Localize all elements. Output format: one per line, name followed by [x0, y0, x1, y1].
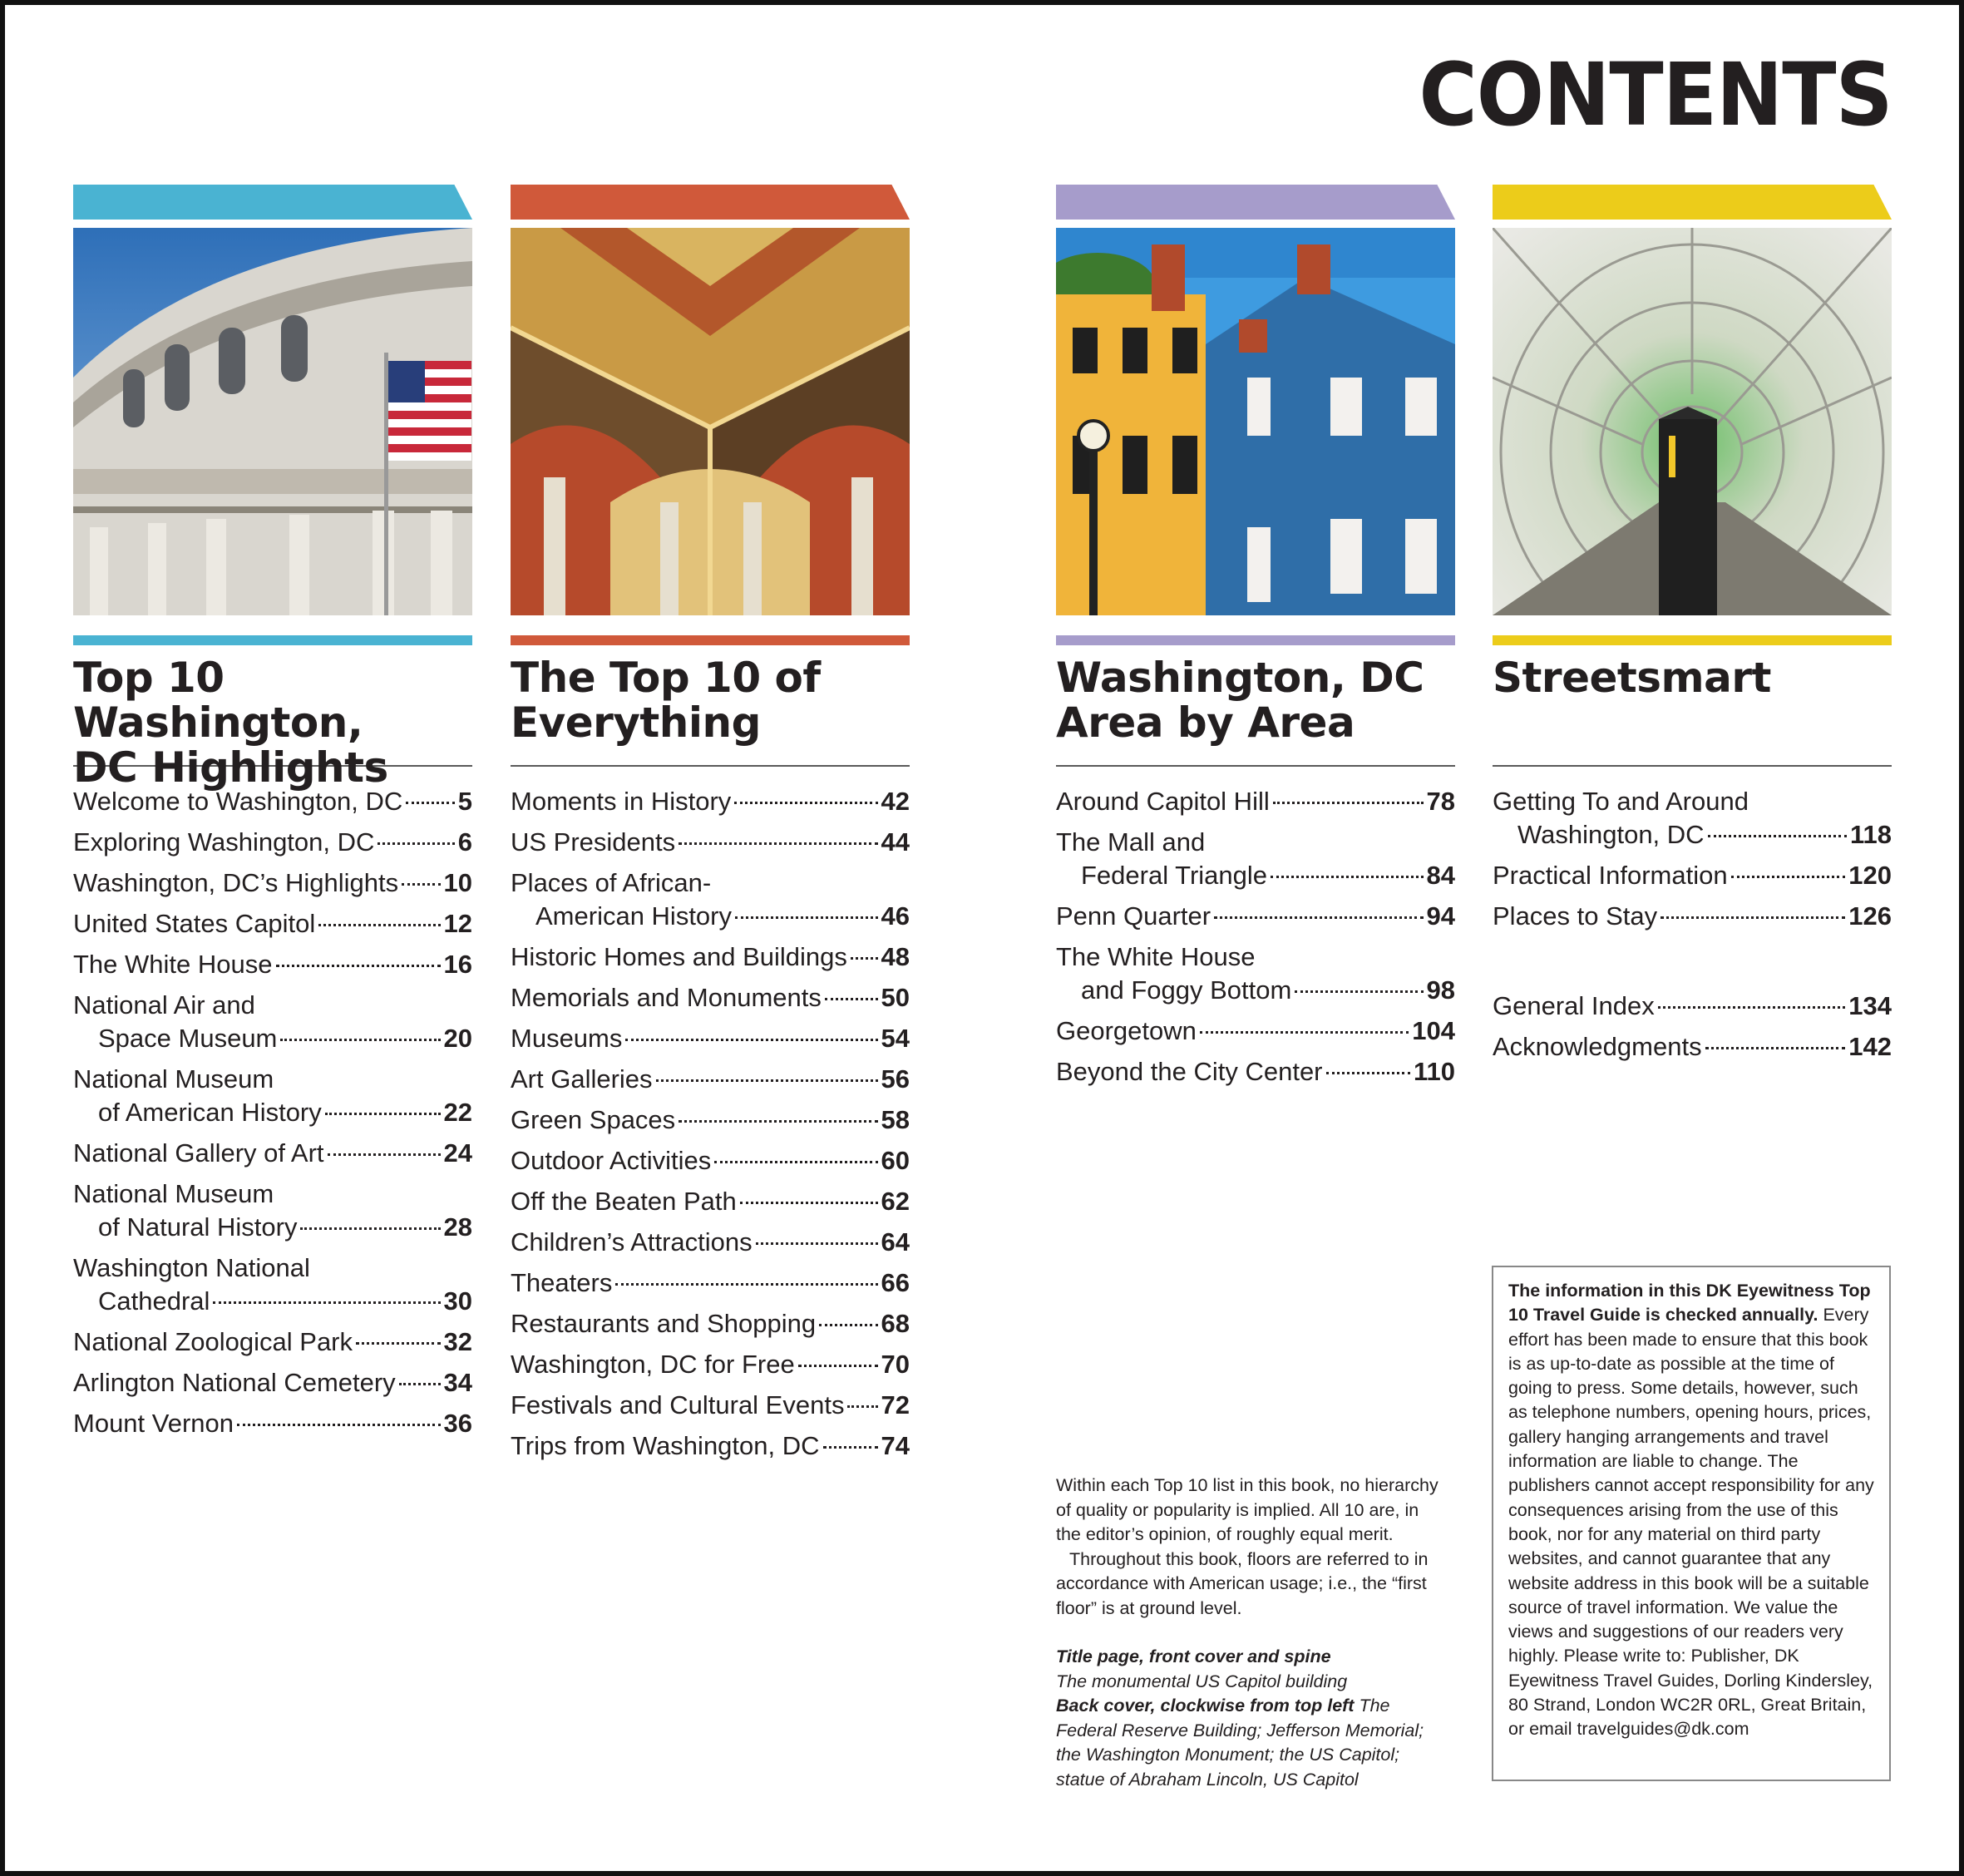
toc-leader-dots [625, 1039, 877, 1041]
toc-leader-dots [679, 1120, 877, 1123]
toc-leader-dots [280, 1039, 440, 1041]
divider [1056, 765, 1455, 767]
toc-entry [1056, 785, 1455, 818]
toc-entry-title: Memorials and Monuments [511, 983, 822, 1012]
toc-leader-dots [356, 1342, 441, 1345]
toc-page-number: 24 [443, 1138, 472, 1168]
toc-entry [511, 1022, 910, 1055]
toc-page-number: 34 [443, 1368, 472, 1397]
toc-leader-dots [406, 802, 454, 804]
toc-leader-dots [1271, 876, 1424, 878]
georgetown-houses-photo [1056, 228, 1455, 615]
section-heading: Streetsmart [1493, 654, 1771, 702]
toc-list [1493, 785, 1892, 1064]
section-color-tab [511, 185, 910, 220]
toc-page-number: 110 [1413, 1057, 1455, 1086]
toc-leader-dots [1731, 876, 1846, 878]
section-highlights [73, 185, 472, 1448]
toc-leader-dots [300, 1227, 440, 1230]
toc-leader-dots [851, 957, 878, 960]
toc-leader-dots [740, 1202, 878, 1204]
toc-entry [73, 1177, 472, 1244]
toc-entry-title: Georgetown [1056, 1016, 1197, 1045]
toc-page-number: 104 [1412, 1016, 1455, 1045]
toc-leader-dots [847, 1405, 877, 1408]
toc-leader-dots [656, 1079, 878, 1082]
toc-leader-dots [237, 1424, 440, 1426]
toc-entry-title: National Air and [73, 990, 255, 1019]
toc-leader-dots [798, 1365, 878, 1367]
toc-leader-dots [679, 842, 877, 845]
toc-entry-title: Beyond the City Center [1056, 1057, 1323, 1086]
toc-leader-dots [735, 916, 878, 919]
toc-leader-dots [615, 1283, 877, 1286]
toc-leader-dots [1273, 802, 1424, 804]
us-capitol-dome-photo [73, 228, 472, 615]
toc-leader-dots [1214, 916, 1423, 919]
section-top10-everything [511, 185, 910, 1470]
toc-entry-title: Washington National [73, 1253, 310, 1282]
section-color-tab [1056, 185, 1455, 220]
toc-page-number: 48 [881, 942, 910, 971]
toc-page-number: 28 [443, 1212, 472, 1242]
toc-page-number: 20 [443, 1024, 472, 1053]
toc-entry-title: Festivals and Cultural Events [511, 1390, 845, 1419]
toc-leader-dots [378, 842, 454, 845]
toc-list [73, 785, 472, 1440]
toc-page-number: 54 [881, 1024, 910, 1053]
toc-entry [1493, 900, 1892, 933]
toc-entry [1493, 1030, 1892, 1064]
toc-entry [511, 981, 910, 1015]
toc-entry-title: of Natural History [98, 1212, 298, 1242]
toc-entry [511, 1226, 910, 1259]
toc-entry [73, 948, 472, 981]
toc-entry-title: Museums [511, 1024, 623, 1053]
toc-entry-title: Exploring Washington, DC [73, 827, 375, 857]
toc-entry [511, 1063, 910, 1096]
toc-page-number: 58 [881, 1105, 910, 1134]
divider [1493, 765, 1892, 767]
section-color-rule [1056, 635, 1455, 645]
toc-entry-title: Trips from Washington, DC [511, 1431, 820, 1460]
toc-leader-dots [1295, 990, 1423, 993]
toc-leader-dots [328, 1153, 441, 1156]
image-credits [1056, 1645, 1447, 1792]
toc-page-number: 44 [881, 827, 910, 857]
toc-page-number: 22 [443, 1098, 472, 1127]
toc-page-number: 78 [1426, 787, 1455, 816]
toc-leader-dots [714, 1161, 877, 1163]
toc-entry [1056, 1015, 1455, 1048]
toc-entry [511, 1348, 910, 1381]
toc-leader-dots [825, 998, 878, 1000]
toc-entry-title: National Gallery of Art [73, 1138, 324, 1168]
toc-entry [73, 1251, 472, 1318]
note-hierarchy: Within each Top 10 list in this book, no hierarchy of quality or popularity is implied. All 10 are, in the editor’s opinion, of roughly equal merit. [1056, 1475, 1438, 1544]
disclaimer-body: Every effort has been made to ensure that this book is as up-to-date as possible at the time of going to press. Some details, however, such as telephone numbers, opening hours, prices, gallery hanging arrangements and travel information are liable to change. The publishers cannot accept responsibility for any consequences arising from the use of this book, nor for any material on third party websites, and cannot guarantee that any website address in this book will be a suitable source of travel information. We value the views and suggestions of our readers very highly. Please write to: Publisher, DK Eyewitness Travel Guides, Dorling Kindersley, 80 Strand, London WC2R 0RL, Great Britain, or email travelguides@dk.com [1508, 1305, 1874, 1740]
toc-entry-title: Green Spaces [511, 1105, 676, 1134]
toc-entry [1056, 1055, 1455, 1089]
toc-entry [73, 1407, 472, 1440]
toc-entry-title: Acknowledgments [1493, 1032, 1702, 1061]
toc-leader-dots [819, 1324, 877, 1326]
toc-page-number: 30 [443, 1286, 472, 1316]
toc-page-number: 134 [1848, 991, 1892, 1020]
toc-page-number: 70 [881, 1350, 910, 1379]
toc-page-number: 62 [881, 1187, 910, 1216]
toc-entry [1056, 826, 1455, 892]
toc-entry-title: National Museum [73, 1179, 274, 1208]
toc-leader-dots [276, 965, 441, 967]
section-color-rule [1493, 635, 1892, 645]
toc-page-number: 50 [881, 983, 910, 1012]
toc-entry-title: Cathedral [98, 1286, 210, 1316]
toc-entry-title: of American History [98, 1098, 322, 1127]
credit-text: The Federal Reserve Building; Jefferson Memorial; the Washington Monument; the US Capitol; statue of Abraham Lincoln, US Capitol [1056, 1696, 1424, 1790]
disclaimer-box [1492, 1266, 1891, 1781]
toc-entry-title: Theaters [511, 1268, 613, 1297]
toc-page-number: 66 [881, 1268, 910, 1297]
toc-list [511, 785, 910, 1463]
toc-page-number: 84 [1426, 861, 1455, 890]
toc-entry-title: Penn Quarter [1056, 901, 1211, 931]
toc-page-number: 6 [457, 827, 472, 857]
toc-page-number: 68 [881, 1309, 910, 1338]
section-heading: Top 10 Washington, DC Highlights [73, 654, 388, 792]
toc-list [1056, 785, 1455, 1089]
toc-entry [511, 1185, 910, 1218]
disclaimer-lead: The information in this DK Eyewitness Top 10 Travel Guide is checked annually. [1508, 1281, 1871, 1326]
toc-leader-dots [1661, 916, 1845, 919]
metro-station-vault-photo [1493, 228, 1892, 615]
toc-entry [1493, 990, 1892, 1023]
toc-leader-dots [823, 1446, 878, 1449]
toc-page-number: 46 [881, 901, 910, 931]
toc-entry [73, 826, 472, 859]
toc-entry [511, 1307, 910, 1340]
toc-entry-title: Places to Stay [1493, 901, 1658, 931]
section-heading: The Top 10 of Everything [511, 654, 821, 747]
toc-entry [511, 1103, 910, 1137]
section-color-rule [511, 635, 910, 645]
toc-page-number: 98 [1426, 975, 1455, 1005]
toc-leader-dots [1200, 1031, 1409, 1034]
toc-entry-title: Practical Information [1493, 861, 1728, 890]
toc-entry [511, 826, 910, 859]
toc-page-number: 72 [881, 1390, 910, 1419]
toc-leader-dots [213, 1301, 440, 1304]
toc-entry-title: Historic Homes and Buildings [511, 942, 847, 971]
toc-entry-title: Mount Vernon [73, 1409, 234, 1438]
toc-entry [511, 1429, 910, 1463]
toc-entry [511, 1266, 910, 1300]
toc-gap [1493, 940, 1892, 982]
section-area-by-area [1056, 185, 1455, 1096]
toc-page-number: 60 [881, 1146, 910, 1175]
section-color-tab [1493, 185, 1892, 220]
toc-entry [73, 907, 472, 940]
toc-entry [1056, 940, 1455, 1007]
toc-entry [73, 785, 472, 818]
toc-entry [511, 866, 910, 933]
toc-leader-dots [1326, 1072, 1410, 1074]
toc-leader-dots [402, 883, 440, 886]
toc-entry-title: Off the Beaten Path [511, 1187, 737, 1216]
note-floors: Throughout this book, floors are referred to in accordance with American usage; i.e., the “first floor” is at ground level. [1056, 1548, 1429, 1618]
toc-entry-title: The White House [1056, 942, 1256, 971]
editorial-note [1056, 1474, 1447, 1792]
section-color-tab [73, 185, 472, 220]
toc-entry-title: National Museum [73, 1064, 274, 1094]
toc-entry [511, 940, 910, 974]
toc-entry-title: Moments in History [511, 787, 732, 816]
toc-entry [73, 989, 472, 1055]
toc-page-number: 12 [443, 909, 472, 938]
toc-entry [511, 1144, 910, 1177]
toc-entry [1493, 785, 1892, 852]
toc-entry-title: Washington, DC for Free [511, 1350, 795, 1379]
toc-page-number: 64 [881, 1227, 910, 1256]
library-of-congress-ceiling-photo [511, 228, 910, 615]
toc-leader-dots [325, 1113, 441, 1115]
toc-entry [73, 1326, 472, 1359]
toc-page-number: 94 [1426, 901, 1455, 931]
toc-page-number: 118 [1849, 820, 1892, 849]
toc-entry-title: Art Galleries [511, 1064, 653, 1094]
section-streetsmart [1493, 185, 1892, 1071]
toc-entry [73, 1137, 472, 1170]
toc-entry [1493, 859, 1892, 892]
toc-entry [511, 1389, 910, 1422]
section-heading: Washington, DC Area by Area [1056, 654, 1424, 747]
toc-entry [73, 866, 472, 900]
page-title: CONTENTS [1419, 44, 1892, 146]
toc-entry-title: General Index [1493, 991, 1655, 1020]
toc-entry [73, 1366, 472, 1400]
toc-page-number: 42 [881, 787, 910, 816]
toc-page-number: 36 [443, 1409, 472, 1438]
toc-entry-title: Getting To and Around [1493, 787, 1749, 816]
toc-entry [73, 1063, 472, 1129]
toc-leader-dots [1658, 1006, 1846, 1009]
toc-entry-title: Children’s Attractions [511, 1227, 753, 1256]
toc-entry-title: Welcome to Washington, DC [73, 787, 403, 816]
toc-page-number: 74 [881, 1431, 910, 1460]
toc-entry-title: Around Capitol Hill [1056, 787, 1270, 816]
toc-entry-title: Federal Triangle [1081, 861, 1268, 890]
toc-entry [1056, 900, 1455, 933]
divider [511, 765, 910, 767]
toc-page-number: 126 [1848, 901, 1892, 931]
toc-leader-dots [318, 924, 440, 926]
toc-page-number: 32 [443, 1327, 472, 1356]
toc-leader-dots [734, 802, 877, 804]
toc-leader-dots [1705, 1047, 1846, 1049]
toc-entry-title: Outdoor Activities [511, 1146, 712, 1175]
toc-entry-title: The Mall and [1056, 827, 1206, 857]
toc-entry-title: and Foggy Bottom [1081, 975, 1292, 1005]
toc-entry-title: Places of African- [511, 868, 712, 897]
toc-page-number: 5 [457, 787, 472, 816]
toc-page-number: 142 [1848, 1032, 1892, 1061]
credit-heading: Title page, front cover and spine [1056, 1646, 1331, 1666]
toc-entry [511, 785, 910, 818]
toc-leader-dots [399, 1383, 441, 1385]
toc-entry-title: Washington, DC [1517, 820, 1705, 849]
toc-leader-dots [756, 1242, 878, 1245]
credit-heading: Back cover, clockwise from top left [1056, 1696, 1355, 1716]
toc-page-number: 120 [1848, 861, 1892, 890]
toc-entry-title: US Presidents [511, 827, 676, 857]
toc-leader-dots [1708, 835, 1847, 837]
toc-page-number: 56 [881, 1064, 910, 1094]
toc-entry-title: American History [535, 901, 732, 931]
toc-entry-title: The White House [73, 950, 273, 979]
toc-entry-title: National Zoological Park [73, 1327, 353, 1356]
toc-page-number: 16 [443, 950, 472, 979]
section-color-rule [73, 635, 472, 645]
toc-entry-title: United States Capitol [73, 909, 316, 938]
credit-text: The monumental US Capitol building [1056, 1671, 1348, 1691]
toc-page-number: 10 [443, 868, 472, 897]
toc-entry-title: Washington, DC’s Highlights [73, 868, 399, 897]
toc-entry-title: Space Museum [98, 1024, 278, 1053]
toc-entry-title: Restaurants and Shopping [511, 1309, 817, 1338]
toc-entry-title: Arlington National Cemetery [73, 1368, 396, 1397]
